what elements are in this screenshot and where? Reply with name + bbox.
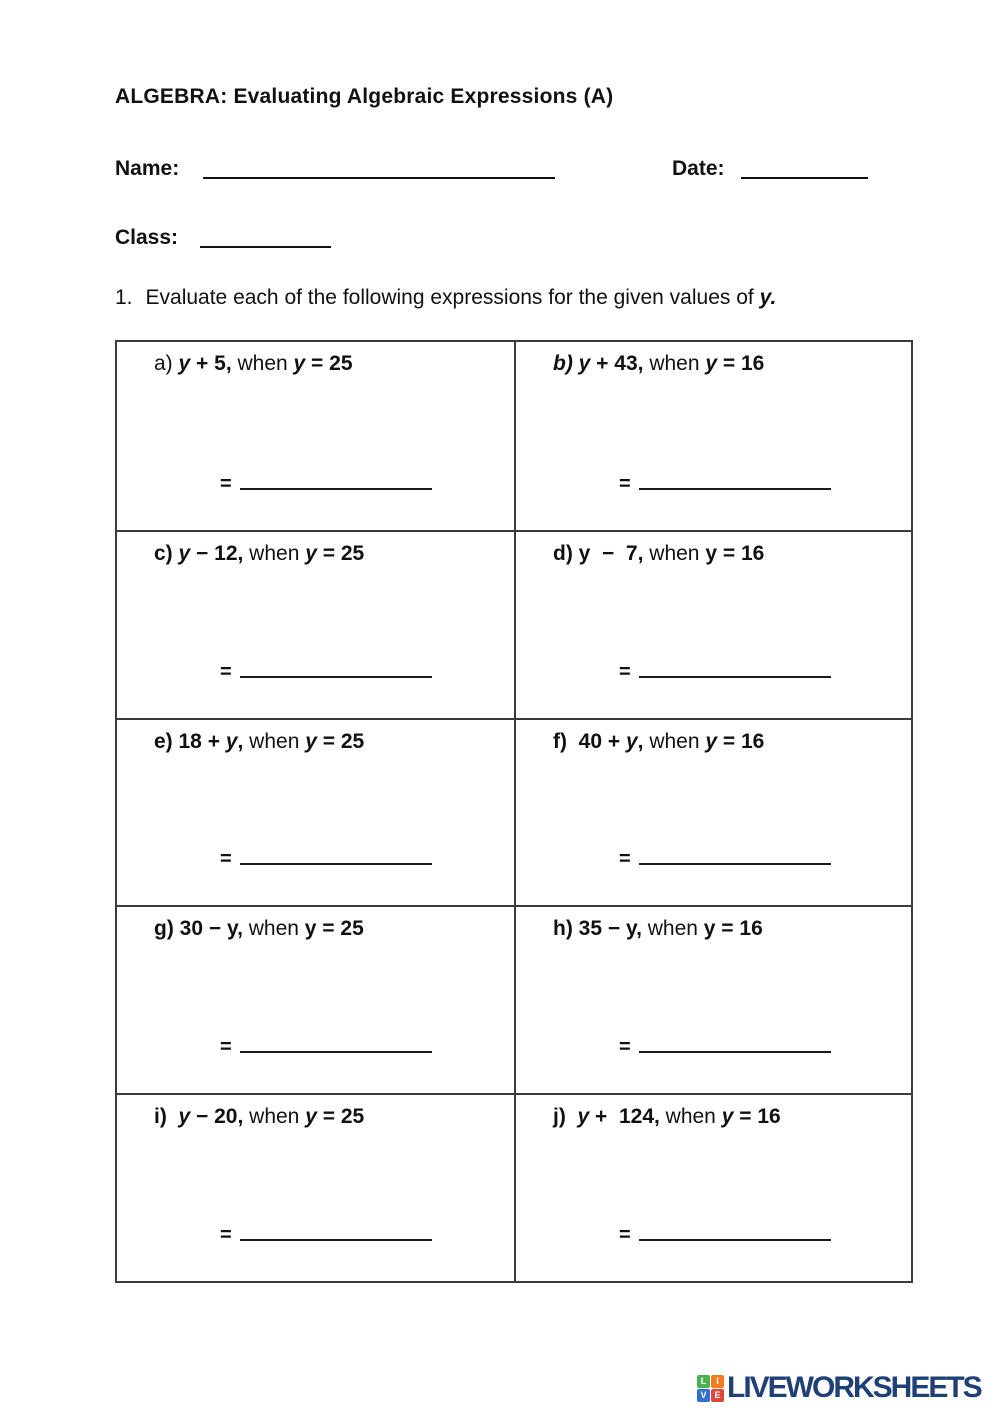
equals-sign: = — [220, 848, 232, 871]
answer-row-g — [154, 1033, 504, 1061]
answer-input-line-g[interactable] — [240, 1033, 432, 1053]
logo-square-e: E — [711, 1389, 724, 1402]
page-title: ALGEBRA: Evaluating Algebraic Expressions (A) — [115, 85, 614, 108]
problem-cell-a — [117, 342, 514, 530]
problem-cell-h — [514, 905, 911, 1093]
problem-expression-g: g) 30 − y, when y = 25 — [154, 917, 364, 941]
logo-square-l: L — [697, 1375, 710, 1388]
problem-cell-j — [514, 1093, 911, 1281]
problem-expression-d: d) y − 7, when y = 16 — [553, 541, 765, 565]
problem-cell-b — [514, 342, 911, 530]
answer-input-line-f[interactable] — [639, 845, 831, 865]
problem-expression-j: j) y + 124, when y = 16 — [553, 1105, 781, 1129]
equals-sign: = — [619, 1224, 631, 1246]
answer-row-e — [154, 845, 504, 873]
class-input-line[interactable] — [200, 246, 331, 248]
answer-input-line-c[interactable] — [240, 658, 432, 678]
problem-expression-b: b) y + 43, when y = 16 — [553, 352, 765, 375]
instruction-number: 1. — [115, 286, 133, 309]
problem-expression-i: i) y − 20, when y = 25 — [154, 1105, 365, 1129]
liveworksheets-logo — [697, 1371, 981, 1405]
equals-sign: = — [220, 472, 232, 495]
problem-cell-g — [117, 905, 514, 1093]
answer-input-line-d[interactable] — [639, 658, 831, 678]
problem-cell-e — [117, 718, 514, 906]
answer-row-i — [154, 1221, 504, 1249]
equals-sign: = — [220, 660, 232, 683]
problem-cell-f — [514, 718, 911, 906]
equals-sign: = — [619, 472, 631, 495]
answer-input-line-a[interactable] — [240, 470, 432, 490]
date-input-line[interactable] — [741, 177, 868, 179]
answer-row-b — [553, 470, 901, 498]
problem-expression-f: f) 40 + y, when y = 16 — [553, 729, 765, 753]
logo-square-i: I — [711, 1375, 724, 1388]
logo-square-v: V — [697, 1389, 710, 1402]
class-label: Class: — [115, 226, 179, 249]
instruction-variable: y. — [759, 286, 777, 309]
equals-sign: = — [619, 660, 631, 683]
liveworksheets-grid-icon — [697, 1375, 724, 1402]
problem-cell-c — [117, 530, 514, 718]
problems-table — [115, 340, 913, 1283]
answer-row-f — [553, 845, 901, 873]
equals-sign: = — [619, 848, 631, 871]
problem-expression-a: a) y + 5, when y = 25 — [154, 352, 353, 375]
problem-expression-c: c) y − 12, when y = 25 — [154, 541, 365, 565]
answer-input-line-j[interactable] — [639, 1221, 831, 1241]
equals-sign: = — [619, 1036, 631, 1059]
problem-cell-i — [117, 1093, 514, 1281]
instruction — [115, 286, 776, 310]
answer-input-line-i[interactable] — [240, 1221, 432, 1241]
problem-expression-e: e) 18 + y, when y = 25 — [154, 729, 365, 753]
name-label: Name: — [115, 157, 180, 180]
answer-input-line-e[interactable] — [240, 845, 432, 865]
answer-row-h — [553, 1033, 901, 1061]
answer-input-line-b[interactable] — [639, 470, 831, 490]
answer-row-d — [553, 658, 901, 686]
answer-row-j — [553, 1221, 901, 1249]
answer-input-line-h[interactable] — [639, 1033, 831, 1053]
name-input-line[interactable] — [203, 177, 555, 179]
equals-sign: = — [220, 1036, 232, 1059]
date-label: Date: — [672, 157, 725, 180]
equals-sign: = — [220, 1224, 232, 1246]
liveworksheets-logo-text: LIVEWORKSHEETS — [727, 1371, 981, 1404]
problem-cell-d — [514, 530, 911, 718]
answer-row-c — [154, 658, 504, 686]
problem-expression-h: h) 35 − y, when y = 16 — [553, 917, 763, 941]
instruction-text: Evaluate each of the following expressions for the given values of — [145, 286, 760, 309]
answer-row-a — [154, 470, 504, 498]
